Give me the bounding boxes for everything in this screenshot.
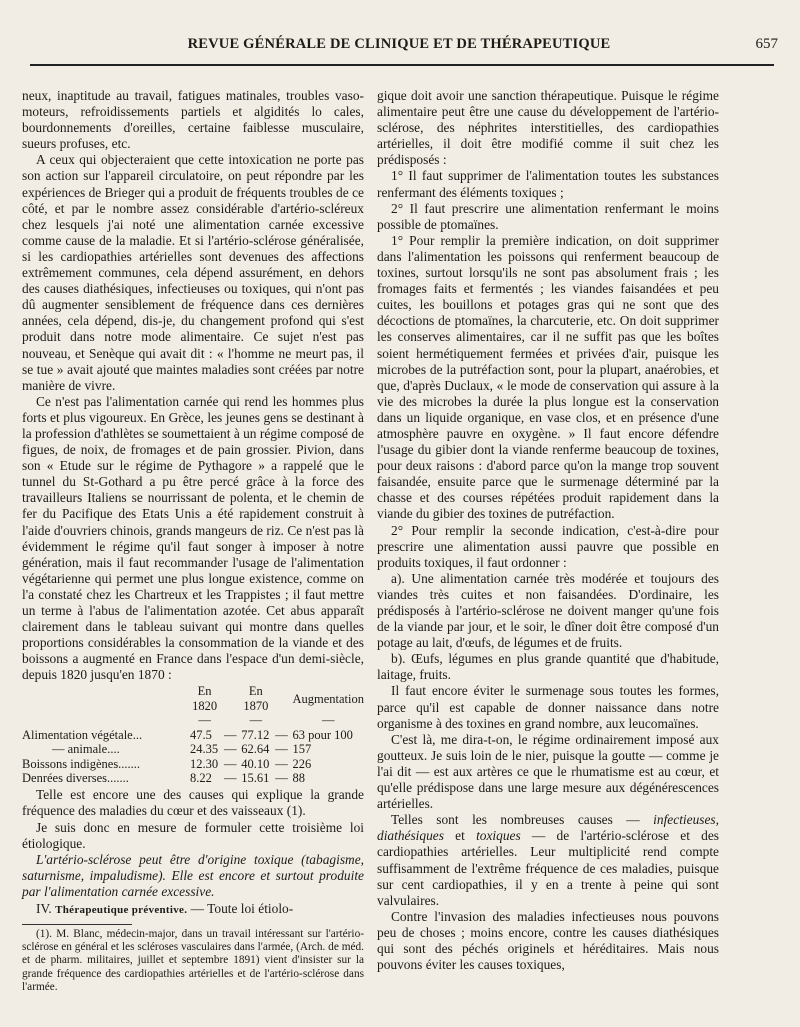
paragraph: gique doit avoir une sanction thérapeutique. Puisque le régime alimentaire peut être une cause du développement de l'artério-sclérose, des néphrites interstitielles, des cardiopathies artérielles, il doit être modifié comme il suit chez les prédisposés :	[377, 88, 719, 168]
paragraph: 2° Pour remplir la seconde indication, c'est-à-dire pour prescrire une alimentation aussi pauvre que possible en produits toxiques, il faut ordonner :	[377, 522, 719, 570]
separator: —	[223, 756, 237, 771]
paragraph: 2° Il faut prescrire une alimentation renfermant le moins possible de ptomaïnes.	[377, 200, 719, 232]
header-dash: —	[321, 713, 335, 728]
cell-1870: 62.64	[241, 742, 270, 757]
table-row	[22, 757, 364, 771]
cell-1820: 12.30	[190, 756, 219, 771]
separator: —	[275, 756, 288, 771]
cell-1870: 77.12	[241, 727, 270, 742]
cell-1870: 15.61	[241, 770, 270, 785]
consumption-table	[22, 684, 364, 785]
table-header: Augmentation	[292, 691, 364, 706]
italic-run: toxiques	[476, 828, 521, 844]
page-number: 657	[755, 36, 778, 52]
cell-1820: 8.22	[190, 770, 212, 785]
footnote-rule	[22, 924, 132, 925]
paragraph: Je suis donc en mesure de formuler cette troisième loi étiologique.	[22, 819, 364, 851]
table-header-row	[22, 684, 364, 713]
cell-1820: 47.5	[190, 727, 212, 742]
separator: —	[223, 742, 237, 757]
paragraph: Telle est encore une des causes qui explique la grande fréquence des maladies du cœur et des vaisseaux (1).	[22, 787, 364, 819]
law-text: L'artério-sclérose peut être d'origine toxique (tabagisme, saturnisme, impaludisme). Elle est encore et surtout produite par l'alimentation carnée excessive.	[22, 851, 364, 899]
paragraph: Il faut encore éviter le surmenage sous toutes les formes, parce qu'il est capable de donner naissance dans notre organisme à des toxines en grand nombre, aux leucomaïnes.	[377, 683, 719, 731]
header-rule	[30, 64, 774, 66]
separator: —	[223, 770, 237, 785]
cell-1870: 40.10	[241, 756, 270, 771]
paragraph: Contre l'invasion des maladies infectieuses nous pouvons peu de choses ; moins encore, contre les causes diathésiques qui sont des péchés originels et héréditaires. Mais nous pouvons éviter les causes toxiques,	[377, 908, 719, 973]
cell-augmentation: 63 pour 100	[292, 727, 353, 742]
paragraph: b). Œufs, légumes en plus grande quantité que d'habitude, laitage, fruits.	[377, 651, 719, 683]
row-label: Alimentation végétale...	[22, 727, 143, 742]
cell-1820: 24.35	[190, 742, 219, 757]
paragraph	[377, 812, 719, 909]
header-dash: —	[198, 713, 211, 728]
separator: —	[275, 770, 288, 785]
paragraph: 1° Pour remplir la première indication, on doit supprimer dans l'alimentation les poissons qui renferment beaucoup de toxines, surtout lorsqu'ils ne sont pas absolument frais ; les fromages faits et fermentés ; les viandes faisandées et peu cuites, les bouillons et potages gras qui ne sont que des décoctions de ptomaïnes, la charcuterie, etc. On doit supprimer les conserves alimentaires, car il ne suffit pas que les boîtes soient hermétiquement fermées et privées d'air, puisque les microbes de la putréfaction sont, pour la plupart, anaérobies, et que, d'après Duclaux, « le mode de conservation qui assure à la vie des microbes la durée la plus longue est la conservation dans un liquide organique, en vase clos, et en présence d'une atmosphère pauvre en oxygène. » Il faut encore défendre l'usage du gibier dont la viande renferme beaucoup de toxines, pour deux raisons : d'abord parce qu'on la mange trop souvent faisandée, ensuite parce que le surmenage déterminé par la chasse et des courses répétées produit rapidement dans la viande du gibier des toxines de putréfaction.	[377, 232, 719, 522]
table-header: En 1870	[243, 684, 269, 713]
paragraph: A ceux qui objecteraient que cette intoxication ne porte pas son action sur l'appareil circulatoire, on peut répondre par les expériences de Brieger qui a produit de fréquents troubles de ce côté, et par le nombre assez considérable d'artério-scléreux chez lesquels j'ai noté une alimentation carnée excessive comme cause de la maladie. Et si l'artério-sclérose généralisée, si les cardiopathies artérielles sont devenues des affections extrêmement communes, cela dépend assurément, en dehors des causes diathésiques, infectieuses ou toxiques, qui n'ont pas dû augmenter sensiblement de fréquence dans ces dernières années, cela dépend, dis-je, du changement profond qui s'est produit dans notre mode alimentaire. Ce sujet n'est pas nouveau, et Senèque qui avait dit : « l'homme ne meurt pas, il se tue » avait ajouté que maintes maladies sont créées par notre manière de vivre.	[22, 152, 364, 393]
text-run: et	[443, 828, 477, 844]
table-row	[22, 728, 364, 742]
text-run: Telles sont les nombreuses causes —	[391, 812, 654, 828]
separator: —	[223, 727, 237, 742]
section-heading: Thérapeutique préventive.	[55, 903, 188, 916]
paragraph: Ce n'est pas l'alimentation carnée qui rend les hommes plus forts et plus vigoureux. En Grèce, les jeunes gens se destinant à la profession d'athlètes se soumettaient à un régime composé de figues, de noix, de fromages et de pain grossier. Pivion, dans son « Etude sur le régime de Pythagore » a rappelé que le tunnel du St-Gothard a pu être percé grâce à la force des travailleurs Italiens se nourrissant de polenta, et le chemin de fer du Pacifique des Etats Unis a été rapidement construit à l'aide d'ouvriers chinois, grands mangeurs de riz. Ce n'est pas là évidemment le régime qu'il faut songer à imposer à notre génération, mais il faut recommander l'usage de l'alimentation végétarienne qui permet une plus longue existence, comme on l'a constaté chez les Chartreux et les Trappistes ; il faut mettre un terme à l'abus de l'alimentation azotée. Cet abus apparaît clairement dans le tableau suivant qui montre dans quelles proportions considérables la consommation de la viande et des boissons a augmenté en France dans l'espace d'un demi-siècle, depuis 1820 jusqu'en 1870 :	[22, 393, 364, 683]
footnote: (1). M. Blanc, médecin-major, dans un travail intéressant sur l'artério-sclérose en général et les scléroses vasculaires dans l'armée, (Arch. de méd. et de pharm. militaires, juillet et septembre 1891) vient d'insister sur la grande fréquence des cardiopathies artérielles et de l'artério-sclérose dans l'armée.	[22, 928, 364, 993]
table-underline-row	[22, 713, 364, 727]
running-head	[20, 36, 778, 58]
separator: —	[275, 742, 288, 757]
cell-augmentation: 226	[292, 756, 312, 771]
header-dash: —	[249, 713, 263, 728]
separator: —	[275, 727, 288, 742]
law-statement	[22, 852, 364, 900]
paragraph: a). Une alimentation carnée très modérée et toujours des viandes très cuites et non faisandées. D'ordinaire, les prédisposés à l'artério-sclérose ne doivent manger qu'une fois de la viande par jour, et le soir, le dîner doit être composé d'un potage au lait, d'œufs, de légumes et de fruits.	[377, 570, 719, 651]
journal-title: REVUE GÉNÉRALE DE CLINIQUE ET DE THÉRAPEUTIQUE	[187, 36, 611, 52]
row-label: Boissons indigènes.......	[22, 756, 141, 771]
section-text: — Toute loi étiolo-	[187, 900, 294, 916]
section-number: IV.	[36, 900, 52, 916]
left-column	[22, 88, 364, 994]
paragraph: 1° Il faut supprimer de l'alimentation toutes les substances renfermant des éléments toxiques ;	[377, 168, 719, 200]
paragraph: neux, inaptitude au travail, fatigues matinales, troubles vaso-moteurs, refroidissements partiels et algidités lo cales, bourdonnements d'oreilles, certaine faiblesse musculaire, sueurs profuses, etc.	[22, 88, 364, 152]
italic-run: infectieuses, diathésiques	[377, 812, 719, 844]
row-label: — animale....	[52, 742, 120, 757]
section-start	[22, 901, 364, 918]
cell-augmentation: 157	[292, 742, 312, 757]
table-row	[22, 771, 364, 785]
cell-augmentation: 88	[292, 770, 305, 785]
text-run: — de l'artério-sclérose et des cardiopathies artérielles. Leur multiplicité rend compte suffisamment de l'extrême fréquence de ces maladies, puisque sur cent cardiopathies, il y en a trente à peine qui sont valvulaires.	[377, 828, 719, 908]
table-row	[22, 742, 364, 756]
row-label: Denrées diverses.......	[22, 770, 129, 785]
right-column	[377, 88, 719, 973]
table-header: En 1820	[192, 684, 218, 713]
paragraph: C'est là, me dira-t-on, le régime ordinairement imposé aux goutteux. Je suis loin de le nier, puisque la goutte — comme je l'ai dit — est aux artères ce que le rhumatisme est au cœur, et qu'elle prédispose dans une large mesure aux dégénérescences artérielles.	[377, 731, 719, 812]
